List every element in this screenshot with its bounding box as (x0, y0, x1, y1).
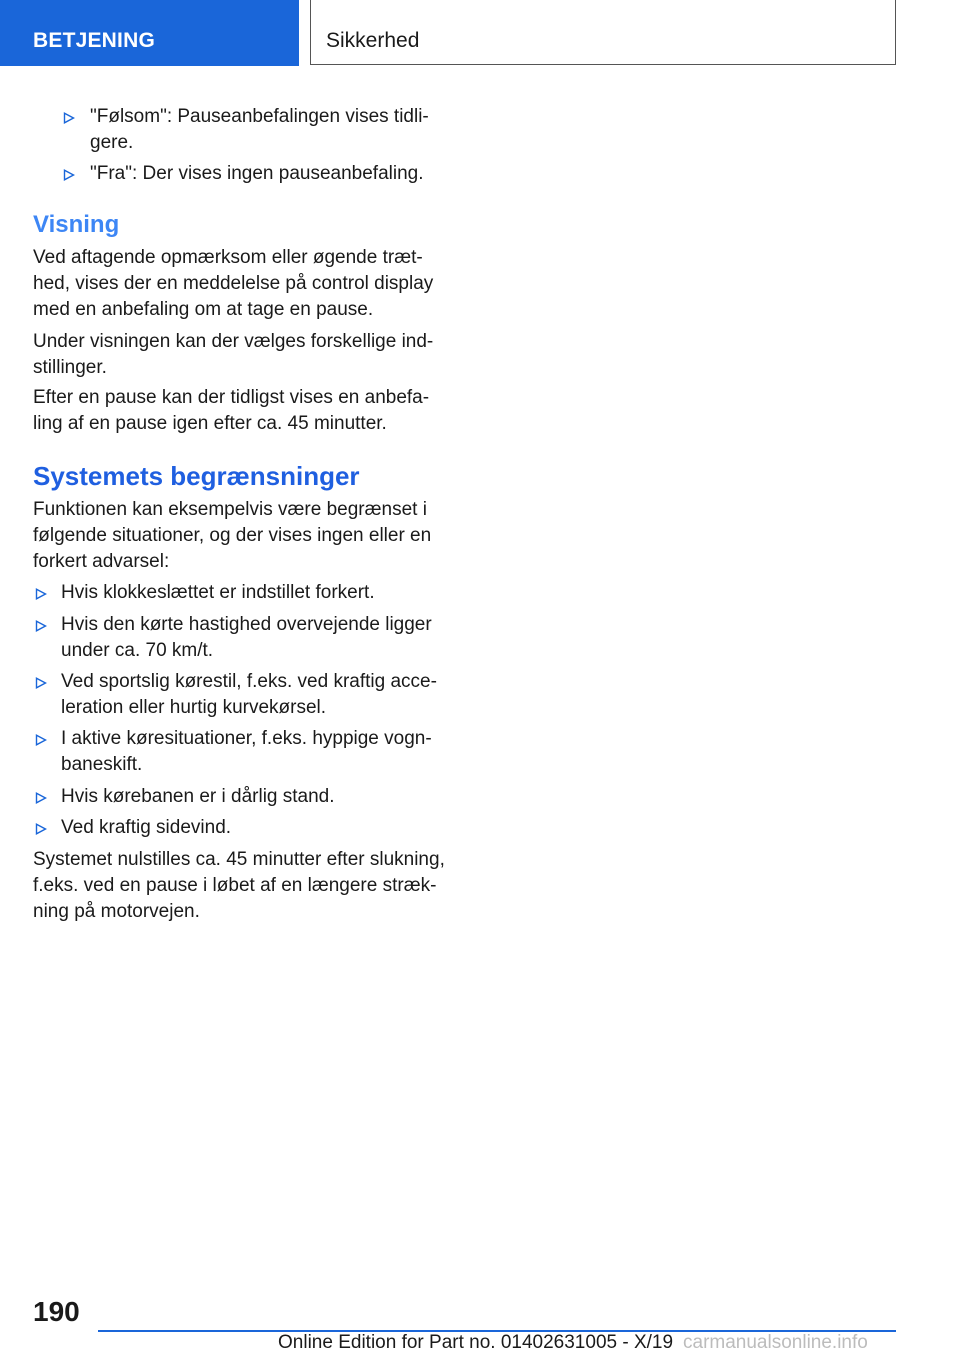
list-item-line: Ved kraftig sidevind. (61, 817, 232, 838)
list-item-line: leration eller hurtig kurvekørsel. (61, 697, 327, 718)
paragraph-line: følgende situationer, og der vises ingen eller en (33, 525, 432, 546)
triangle-bullet-icon (35, 612, 49, 638)
chapter-title: Sikkerhed (326, 29, 420, 52)
paragraph (33, 847, 463, 925)
footer-edition: Online Edition for Part no. 01402631005 - X/19 (278, 1332, 674, 1353)
triangle-bullet-icon (35, 815, 49, 841)
list-item-line: Hvis kørebanen er i dårlig stand. (61, 786, 335, 807)
list-item-line: Hvis den kørte hastighed overvejende ligger (61, 614, 432, 635)
paragraph (33, 385, 453, 437)
paragraph-line: f.eks. ved en pause i løbet af en længere stræk- (33, 875, 437, 896)
list-item-line: I aktive køresituationer, f.eks. hyppige vogn- (61, 728, 432, 749)
paragraph (33, 497, 453, 575)
paragraph-line: ning på motorvejen. (33, 901, 200, 922)
paragraph-line: Under visningen kan der vælges forskellige ind- (33, 331, 434, 352)
visning-heading: Visning (33, 211, 120, 238)
triangle-bullet-icon (35, 669, 49, 695)
list-item-line: Ved sportslig kørestil, f.eks. ved kraftig acce- (61, 671, 437, 692)
list-item-line: under ca. 70 km/t. (61, 640, 214, 661)
triangle-bullet-icon (63, 104, 77, 130)
section-tab (0, 0, 299, 66)
triangle-bullet-icon (35, 784, 49, 810)
paragraph-line: forkert advarsel: (33, 551, 170, 572)
list-item-line: gere. (90, 132, 134, 153)
paragraph (33, 329, 453, 381)
list-item-line: "Fra": Der vises ingen pauseanbefaling. (90, 163, 424, 184)
paragraph-line: ling af en pause igen efter ca. 45 minutter. (33, 413, 387, 434)
paragraph (33, 245, 453, 323)
paragraph-line: Ved aftagende opmærksom eller øgende træt- (33, 247, 423, 268)
page-number: 190 (33, 1296, 80, 1327)
list-item-line: "Følsom": Pauseanbefalingen vises tidli- (90, 106, 429, 127)
triangle-bullet-icon (35, 580, 49, 606)
paragraph-line: Systemet nulstilles ca. 45 minutter efter slukning, (33, 849, 445, 870)
paragraph-line: Efter en pause kan der tidligst vises en anbefa- (33, 387, 430, 408)
list-item-line: baneskift. (61, 754, 143, 775)
paragraph-line: Funktionen kan eksempelvis være begrænset i (33, 499, 427, 520)
section-title: BETJENING (33, 29, 155, 52)
list-item-line: Hvis klokkeslættet er indstillet forkert. (61, 582, 375, 603)
triangle-bullet-icon (35, 726, 49, 752)
triangle-bullet-icon (63, 161, 77, 187)
paragraph-line: hed, vises der en meddelelse på control display (33, 273, 434, 294)
chapter-header (310, 0, 896, 65)
paragraph-line: med en anbefaling om at tage en pause. (33, 299, 374, 320)
watermark: carmanualsonline.info (683, 1332, 868, 1353)
paragraph-line: stillinger. (33, 357, 107, 378)
limits-heading: Systemets begrænsninger (33, 461, 360, 491)
